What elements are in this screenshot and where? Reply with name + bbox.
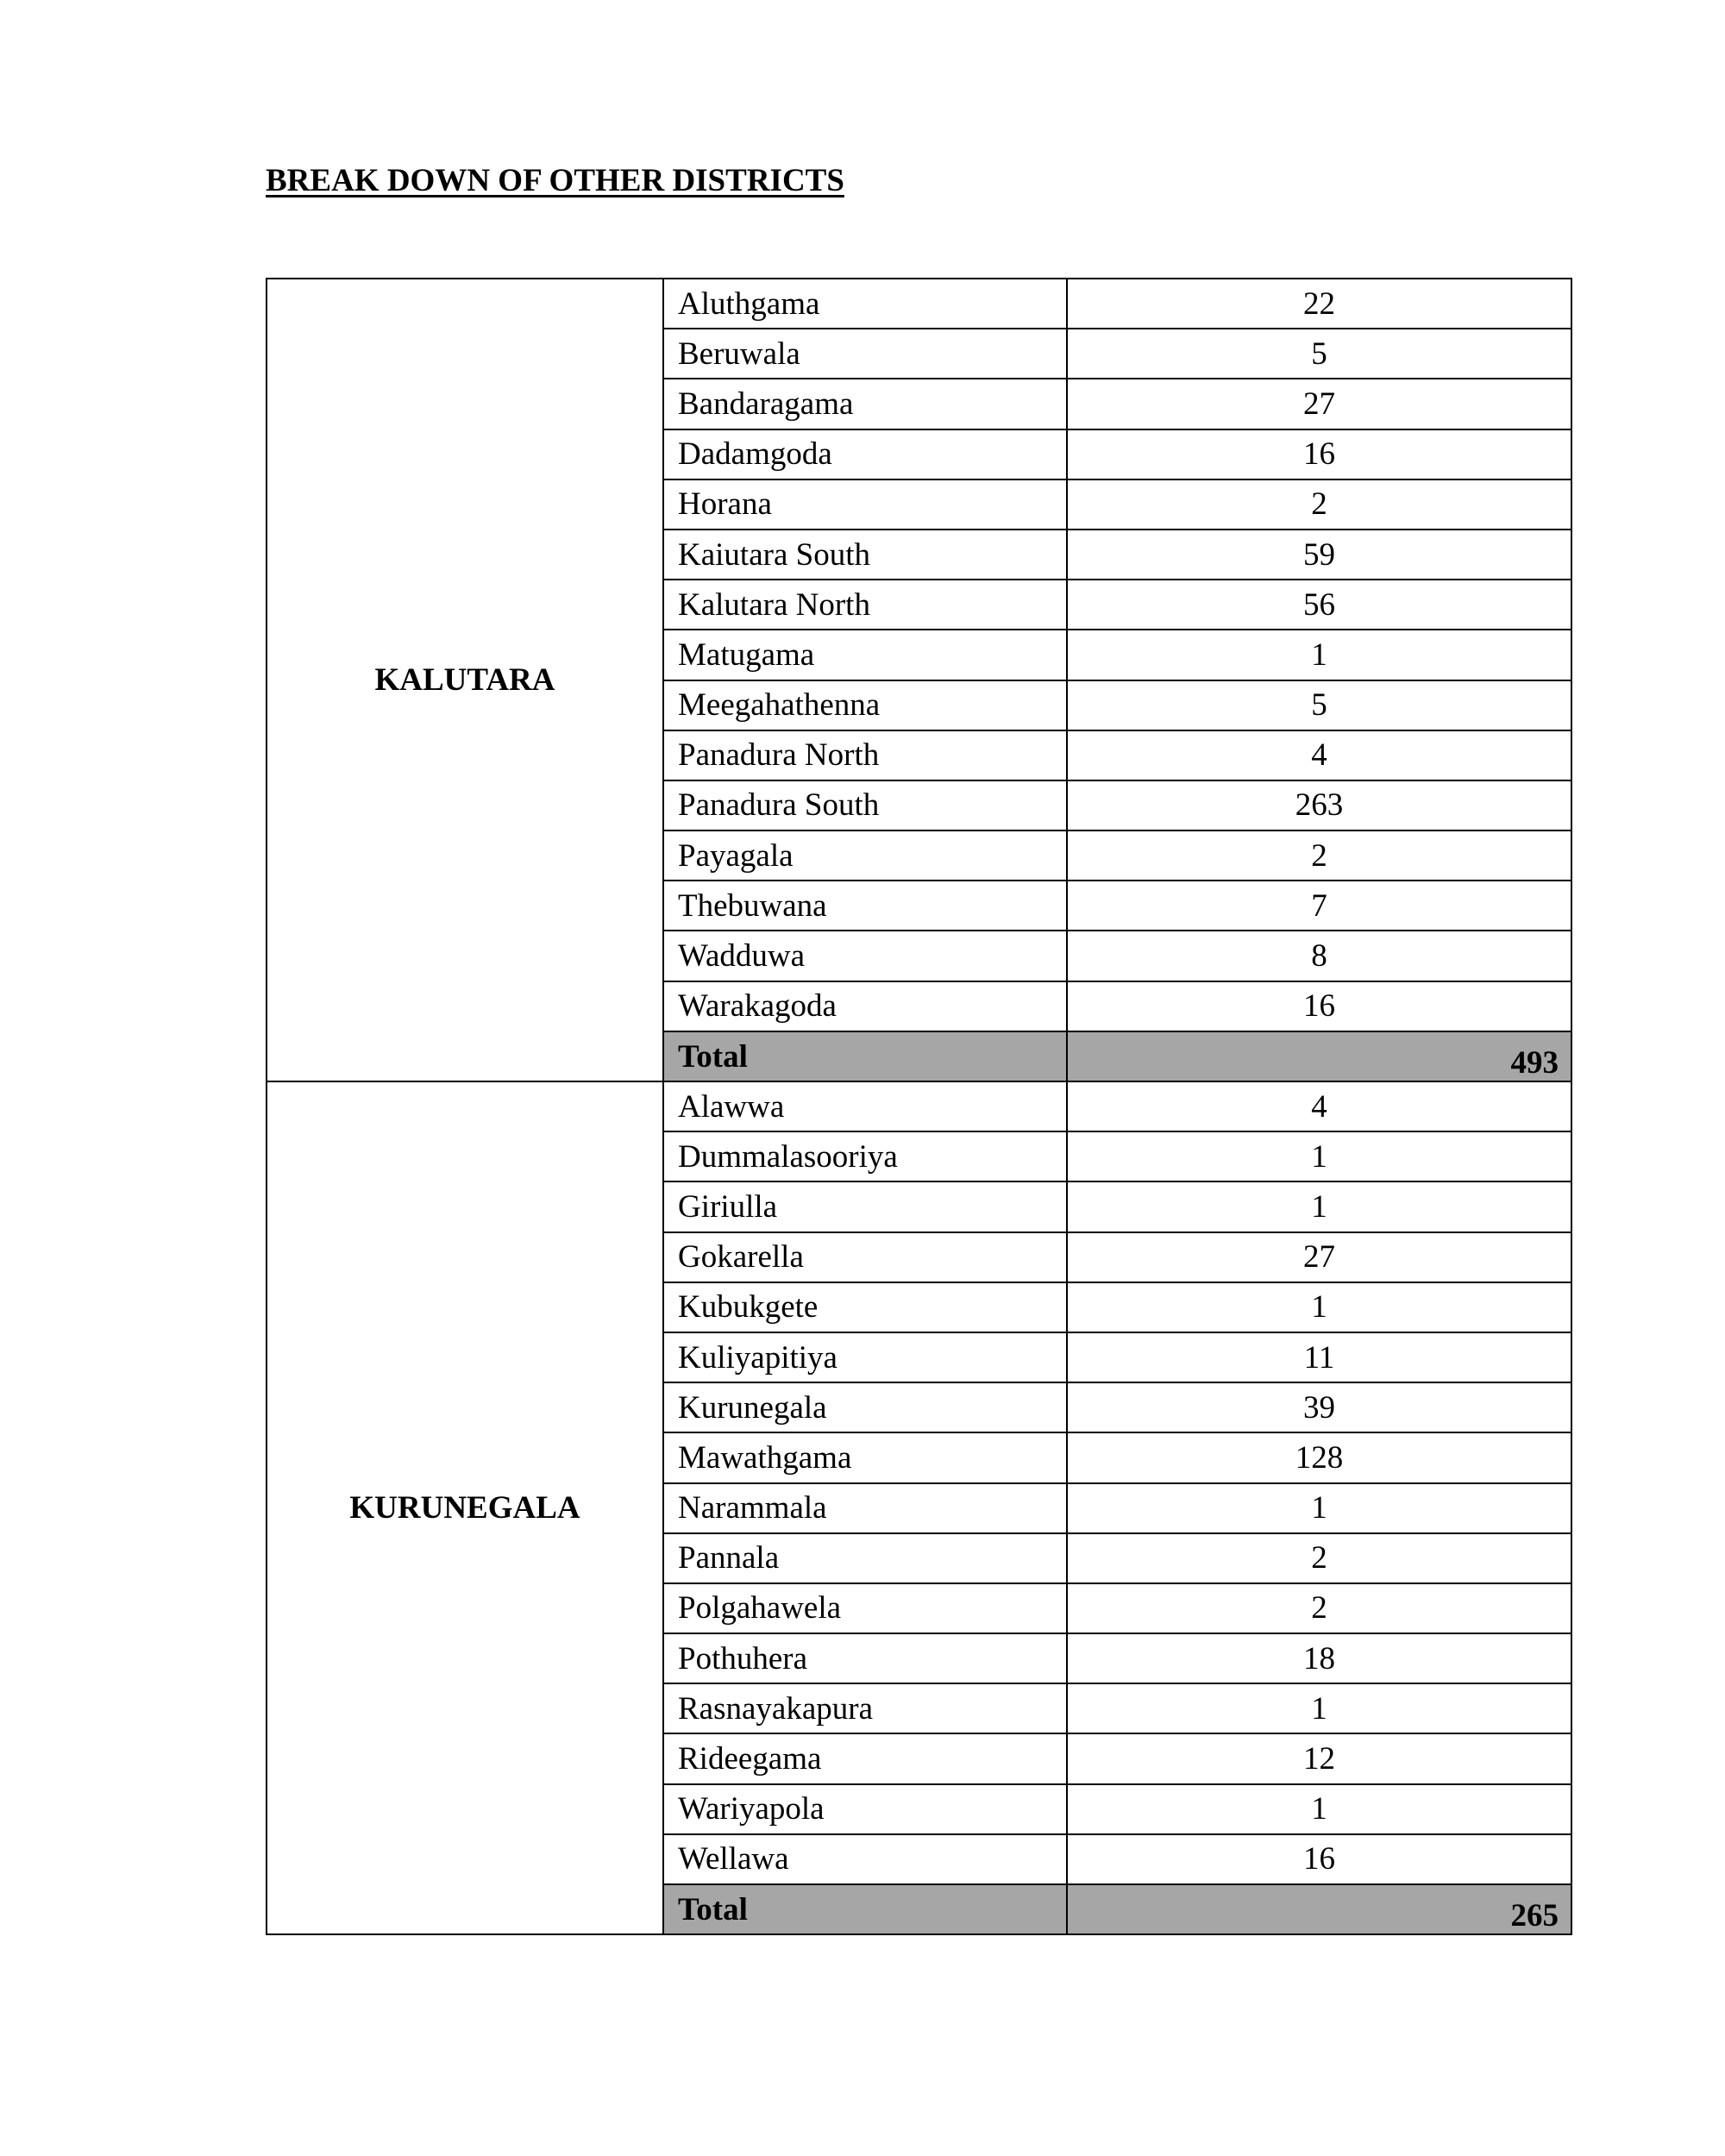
- total-value: 265: [1067, 1884, 1571, 1934]
- place-count: 1: [1067, 1282, 1571, 1332]
- place-name: Warakagoda: [663, 981, 1067, 1031]
- place-name: Wadduwa: [663, 931, 1067, 981]
- place-name: Kubukgete: [663, 1282, 1067, 1332]
- place-name: Payagala: [663, 830, 1067, 881]
- place-count: 27: [1067, 1232, 1571, 1282]
- place-name: Kuliyapitiya: [663, 1332, 1067, 1382]
- place-count: 263: [1067, 780, 1571, 830]
- place-name: Wariyapola: [663, 1784, 1067, 1834]
- place-name: Pannala: [663, 1533, 1067, 1583]
- place-count: 4: [1067, 730, 1571, 780]
- place-count: 4: [1067, 1081, 1571, 1131]
- place-count: 16: [1067, 981, 1571, 1031]
- place-count: 2: [1067, 830, 1571, 881]
- place-count: 39: [1067, 1382, 1571, 1432]
- place-count: 1: [1067, 1683, 1571, 1733]
- district-name: KALUTARA: [267, 279, 663, 1081]
- place-name: Aluthgama: [663, 279, 1067, 329]
- place-name: Mawathgama: [663, 1432, 1067, 1482]
- place-name: Meegahathenna: [663, 680, 1067, 730]
- place-name: Bandaragama: [663, 379, 1067, 429]
- place-count: 2: [1067, 1533, 1571, 1583]
- place-count: 5: [1067, 680, 1571, 730]
- place-name: Polgahawela: [663, 1583, 1067, 1633]
- place-count: 8: [1067, 931, 1571, 981]
- place-count: 56: [1067, 580, 1571, 630]
- place-name: Dadamgoda: [663, 429, 1067, 479]
- place-count: 1: [1067, 1181, 1571, 1232]
- place-name: Kurunegala: [663, 1382, 1067, 1432]
- place-count: 7: [1067, 881, 1571, 931]
- place-name: Horana: [663, 479, 1067, 530]
- place-count: 2: [1067, 1583, 1571, 1633]
- place-count: 12: [1067, 1733, 1571, 1783]
- place-count: 59: [1067, 530, 1571, 580]
- district-name: KURUNEGALA: [267, 1081, 663, 1934]
- place-name: Gokarella: [663, 1232, 1067, 1282]
- place-count: 1: [1067, 630, 1571, 680]
- place-name: Thebuwana: [663, 881, 1067, 931]
- place-name: Dummalasooriya: [663, 1131, 1067, 1181]
- place-count: 11: [1067, 1332, 1571, 1382]
- place-count: 18: [1067, 1633, 1571, 1683]
- place-name: Giriulla: [663, 1181, 1067, 1232]
- place-name: Wellawa: [663, 1834, 1067, 1884]
- place-name: Kalutara North: [663, 580, 1067, 630]
- place-name: Kaiutara South: [663, 530, 1067, 580]
- place-count: 16: [1067, 1834, 1571, 1884]
- place-name: Matugama: [663, 630, 1067, 680]
- place-count: 27: [1067, 379, 1571, 429]
- table-row: [267, 1081, 1571, 1131]
- total-label: Total: [663, 1884, 1067, 1934]
- place-name: Panadura North: [663, 730, 1067, 780]
- place-name: Pothuhera: [663, 1633, 1067, 1683]
- place-name: Narammala: [663, 1483, 1067, 1533]
- place-count: 1: [1067, 1483, 1571, 1533]
- page-title: BREAK DOWN OF OTHER DISTRICTS: [266, 163, 844, 198]
- table-body: [267, 279, 1571, 1934]
- place-count: 16: [1067, 429, 1571, 479]
- district-breakdown-table: [266, 278, 1572, 1935]
- place-count: 5: [1067, 329, 1571, 379]
- place-name: Rideegama: [663, 1733, 1067, 1783]
- place-name: Rasnayakapura: [663, 1683, 1067, 1733]
- total-value: 493: [1067, 1031, 1571, 1081]
- place-name: Alawwa: [663, 1081, 1067, 1131]
- place-count: 1: [1067, 1131, 1571, 1181]
- table-row: [267, 279, 1571, 329]
- place-count: 22: [1067, 279, 1571, 329]
- place-name: Panadura South: [663, 780, 1067, 830]
- place-name: Beruwala: [663, 329, 1067, 379]
- place-count: 1: [1067, 1784, 1571, 1834]
- total-label: Total: [663, 1031, 1067, 1081]
- place-count: 2: [1067, 479, 1571, 530]
- place-count: 128: [1067, 1432, 1571, 1482]
